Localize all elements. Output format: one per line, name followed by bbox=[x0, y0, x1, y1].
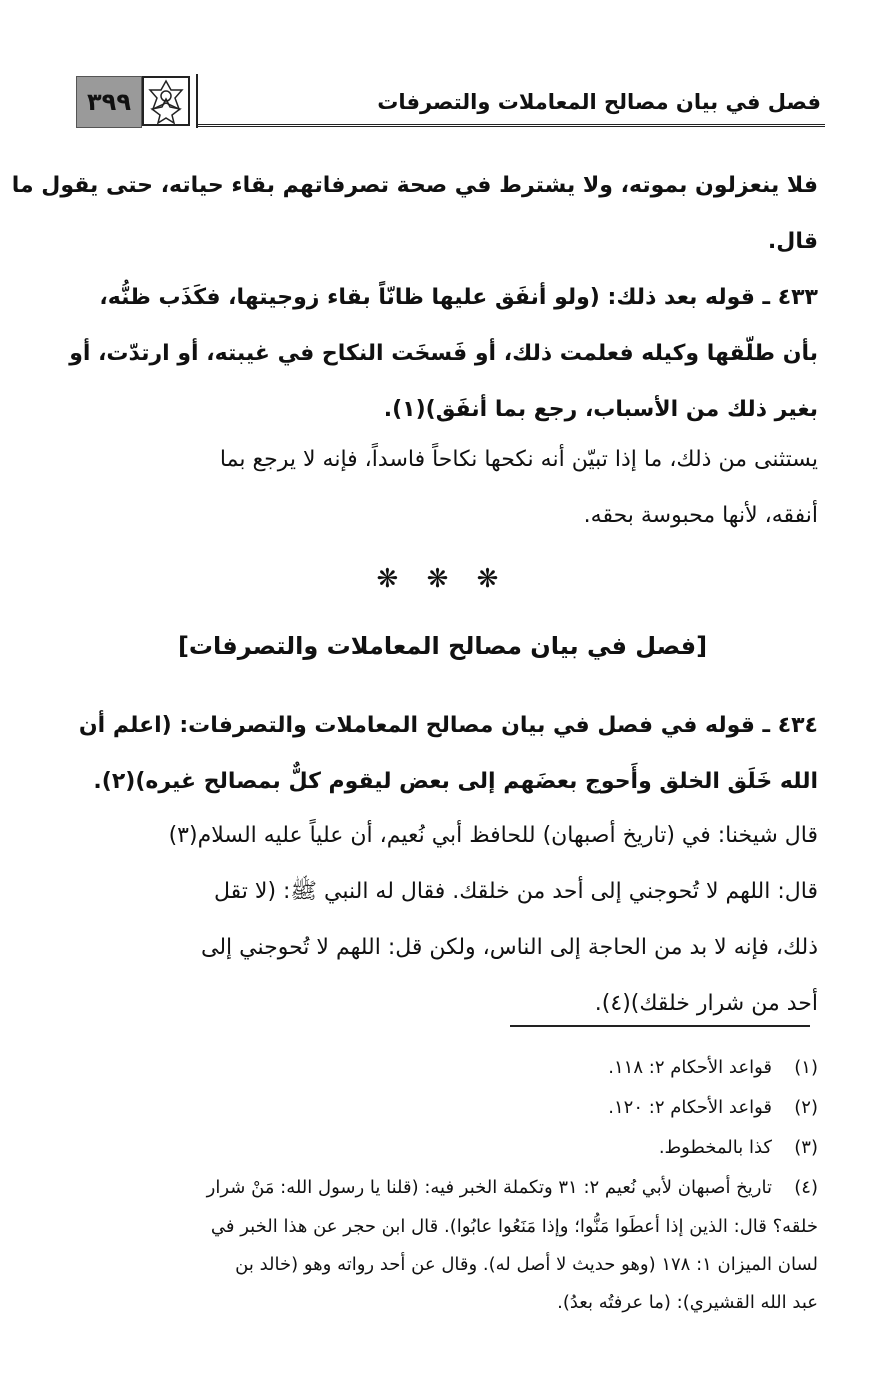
footnote-2 bbox=[72, 1088, 818, 1128]
text-line: قال شيخنا: في (تاريخ أصبهان) للحافظ أبي نُعيم، أن علياً عليه السلام(٣) bbox=[168, 823, 818, 848]
paragraph-433 bbox=[69, 270, 818, 438]
header-title: فصل في بيان مصالح المعاملات والتصرفات bbox=[377, 90, 821, 114]
section-title: [فصل في بيان مصالح المعاملات والتصرفات] bbox=[177, 632, 708, 660]
page-number: ٣٩٩ bbox=[76, 76, 142, 128]
footnote-text: قواعد الأحكام ٢: ١٢٠. bbox=[608, 1097, 772, 1118]
paragraph-434 bbox=[72, 698, 818, 810]
paragraph-commentary-2 bbox=[72, 808, 818, 1032]
header-divider bbox=[196, 74, 198, 128]
footnote-4-continuation: خلقه؟ قال: الذين إذا أعطَوا مَنُّوا؛ وإذا مَنَعُوا عابُوا). قال ابن حجر عن هذا الخبر في bbox=[210, 1216, 818, 1237]
footnote-number: (٣) bbox=[794, 1137, 818, 1158]
text-line: قال: اللهم لا تُحوجني إلى أحد من خلقك. فقال له النبي ﷺ: (لا تقل bbox=[213, 879, 818, 904]
text-line: ٤٣٣ ـ قوله بعد ذلك: (ولو أنفَق عليها ظانّاً بقاء زوجيتها، فكَذَب ظنُّه، bbox=[99, 285, 818, 310]
text-line: قال. bbox=[767, 229, 818, 254]
header-rule bbox=[196, 124, 825, 127]
footnote-4-continuation: عبد الله القشيري): (ما عرفتُه بعدُ). bbox=[557, 1292, 818, 1313]
section-divider-stars: ❋ ❋ ❋ bbox=[376, 564, 509, 594]
footnote-number: (٤) bbox=[794, 1177, 818, 1198]
footnote-number: (٢) bbox=[794, 1097, 818, 1118]
running-header bbox=[60, 68, 825, 128]
text-line: أنفقه، لأنها محبوسة بحقه. bbox=[583, 503, 818, 528]
ornament-icon bbox=[142, 76, 190, 126]
footnote-1 bbox=[72, 1048, 818, 1088]
text-line: ذلك، فإنه لا بد من الحاجة إلى الناس، ولكن قل: اللهم لا تُحوجني إلى bbox=[201, 935, 818, 960]
text-line: يستثنى من ذلك، ما إذا تبيّن أنه نكحها نكاحاً فاسداً، فإنه لا يرجع بما bbox=[219, 447, 818, 472]
text-line: بأن طلّقها وكيله فعلمت ذلك، أو فَسخَت النكاح في غيبته، أو ارتدّت، أو bbox=[69, 341, 818, 366]
footnote-text: تاريخ أصبهان لأبي نُعيم ٢: ٣١ وتكملة الخبر فيه: (قلنا يا رسول الله: مَنْ شرار bbox=[206, 1177, 772, 1198]
footnote-text: قواعد الأحكام ٢: ١١٨. bbox=[608, 1057, 772, 1078]
text-line: الله خَلَق الخلق وأَحوج بعضَهم إلى بعض ليقوم كلٌّ بمصالح غيره)(٢). bbox=[93, 769, 818, 794]
paragraph-commentary-1 bbox=[72, 432, 818, 544]
footnote-text: كذا بالمخطوط. bbox=[658, 1137, 772, 1158]
footnote-number: (١) bbox=[794, 1057, 818, 1078]
text-line: ٤٣٤ ـ قوله في فصل في بيان مصالح المعاملات والتصرفات: (اعلم أن bbox=[78, 713, 818, 738]
footnote-4 bbox=[72, 1168, 818, 1208]
footnote-4-continuation: لسان الميزان ١: ١٧٨ (وهو حديث لا أصل له). وقال عن أحد رواته وهو (خالد بن bbox=[235, 1254, 818, 1275]
text-line: بغير ذلك من الأسباب، رجع بما أنفَق)(١). bbox=[383, 397, 818, 422]
text-line: أحد من شرار خلقك)(٤). bbox=[594, 991, 818, 1016]
footnote-separator bbox=[510, 1025, 810, 1027]
footnote-3 bbox=[72, 1128, 818, 1168]
text-line: فلا ينعزلون بموته، ولا يشترط في صحة تصرفاتهم بقاء حياته، حتى يقول ما bbox=[11, 173, 818, 198]
footnotes bbox=[72, 1048, 818, 1322]
paragraph-1 bbox=[11, 158, 818, 270]
